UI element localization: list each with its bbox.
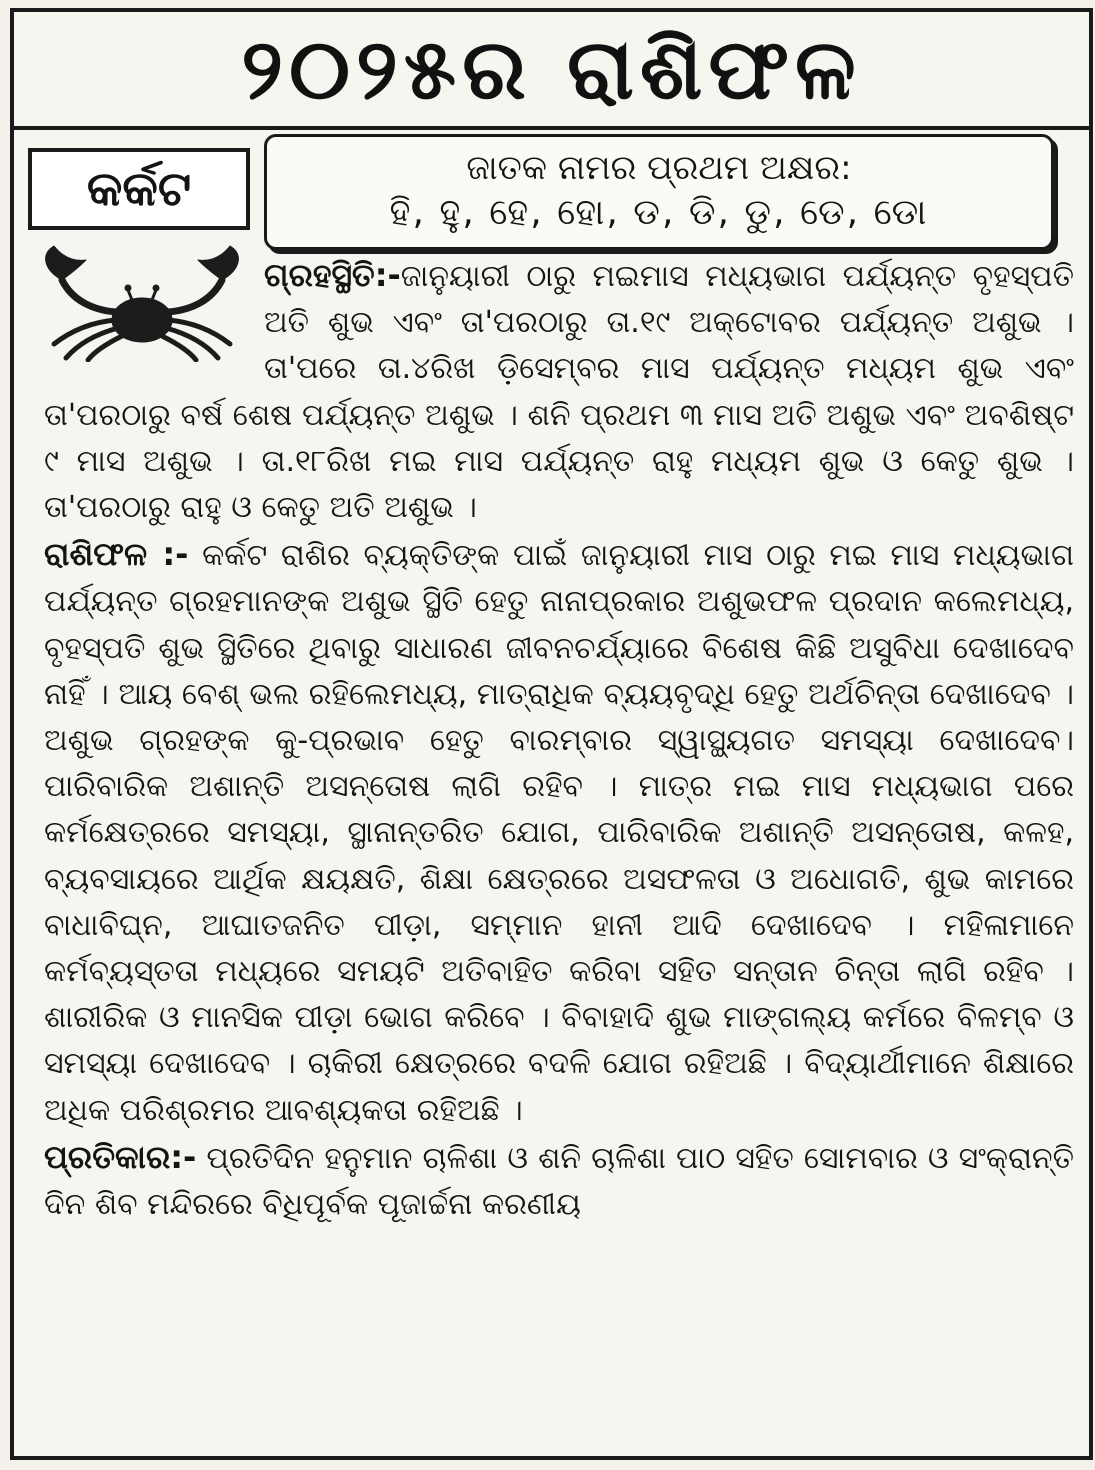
pratikara-label: ପ୍ରତିକାର:- xyxy=(44,1137,197,1176)
horoscope-clipping xyxy=(10,8,1093,1460)
page-title: ୨୦୨୫ର ରାଶିଫଳ xyxy=(241,20,862,118)
graha-sthiti-label: ଗ୍ରହସ୍ଥିତି:- xyxy=(264,256,401,294)
rashiphala-paragraph xyxy=(44,531,1074,1134)
title-band xyxy=(14,12,1089,130)
icon-spacer xyxy=(44,252,264,390)
pratikara-text: ପ୍ରତିଦିନ ହନୁମାନ ଚାଳିଶା ଓ ଶନି ଚାଳିଶା ପାଠ ସହିତ ସୋମବାର ଓ ସଂକ୍ରାନ୍ତି ଦିନ ଶିବ ମନ୍ଦିରରେ ବିଧିପୂର୍ବକ ପୂଜାର୍ଚ୍ଚନା କରଣୀୟ xyxy=(44,1140,1074,1223)
sign-name: କର୍କଟ xyxy=(86,161,192,217)
name-letters-box xyxy=(264,134,1054,250)
pratikara-paragraph xyxy=(44,1134,1074,1228)
sign-name-box xyxy=(28,148,250,230)
rashiphala-label: ରାଶିଫଳ :- xyxy=(44,535,189,574)
name-letters-heading: ଜାତକ ନାମର ପ୍ରଥମ ଅକ୍ଷର: xyxy=(466,148,852,189)
horoscope-body xyxy=(44,252,1074,1462)
graha-sthiti-text: ଜାନୁୟାରୀ ଠାରୁ ମଇମାସ ମଧ୍ୟଭାଗ ପର୍ଯ୍ୟନ୍ତ ବୃହସ୍ପତି ଅତି ଶୁଭ ଏବଂ ତା'ପରଠାରୁ ତା.୧୯ ଅକ୍ଟୋବର ପର୍ଯ୍ୟନ୍ତ ଅଶୁଭ । ତା'ପରେ ତା.୪ରିଖ ଡ଼ିସେମ୍ବର ମାସ ପର୍ଯ୍ୟନ୍ତ ମଧ୍ୟମ ଶୁଭ ଏବଂ ତା'ପରଠାରୁ ବର୍ଷ ଶେଷ ପର୍ଯ୍ୟନ୍ତ ଅଶୁଭ । ଶନି ପ୍ରଥମ ୩ ମାସ ଅତି ଅଶୁଭ ଏବଂ ଅବଶିଷ୍ଟ ୯ ମାସ ଅଶୁଭ । ତା.୧୮ରିଖ ମଇ ମାସ ପର୍ଯ୍ୟନ୍ତ ରାହୁ ମଧ୍ୟମ ଶୁଭ ଓ କେତୁ ଶୁଭ । ତା'ପରଠାରୁ ରାହୁ ଓ କେତୁ ଅତି ଅଶୁଭ । xyxy=(44,259,1074,526)
name-letters-list: ହି, ହୁ, ହେ, ହୋ, ଡ, ଡି, ଡୁ, ଡେ, ଡୋ xyxy=(389,191,929,233)
rashiphala-text: କର୍କଟ ରାଶିର ବ୍ୟକ୍ତିଙ୍କ ପାଇଁ ଜାନୁୟାରୀ ମାସ ଠାରୁ ମଇ ମାସ ମଧ୍ୟଭାଗ ପର୍ଯ୍ୟନ୍ତ ଗ୍ରହମାନଙ୍କ ଅଶୁଭ ସ୍ଥିତି ହେତୁ ନାନାପ୍ରକାର ଅଶୁଭଫଳ ପ୍ରଦାନ କଲେମଧ୍ୟ, ବୃହସ୍ପତି ଶୁଭ ସ୍ଥିତିରେ ଥିବାରୁ ସାଧାରଣ ଜୀବନଚର୍ଯ୍ୟାରେ ବିଶେଷ କିଛି ଅସୁବିଧା ଦେଖାଦେବ ନାହିଁ । ଆୟ ବେଶ୍ ଭଲ ରହିଲେମଧ୍ୟ, ମାତ୍ରାଧିକ ବ୍ୟୟବୃଦ୍ଧି ହେତୁ ଅର୍ଥଚିନ୍ତା ଦେଖାଦେବ । ଅଶୁଭ ଗ୍ରହଙ୍କ କୁ-ପ୍ରଭାବ ହେତୁ ବାରମ୍ବାର ସ୍ୱାସ୍ଥ୍ୟଗତ ସମସ୍ୟା ଦେଖାଦେବ। ପାରିବାରିକ ଅଶାନ୍ତି ଅସନ୍ତୋଷ ଲାଗି ରହିବ । ମାତ୍ର ମଇ ମାସ ମଧ୍ୟଭାଗ ପରେ କର୍ମକ୍ଷେତ୍ରରେ ସମସ୍ୟା, ସ୍ଥାନାନ୍ତରିତ ଯୋଗ, ପାରିବାରିକ ଅଶାନ୍ତି ଅସନ୍ତୋଷ, କଳହ, ବ୍ୟବସାୟରେ ଆର୍ଥିକ କ୍ଷୟକ୍ଷତି, ଶିକ୍ଷା କ୍ଷେତ୍ରରେ ଅସଫଳତା ଓ ଅଧୋଗତି, ଶୁଭ କାମରେ ବାଧାବିଘ୍ନ, ଆଘାତଜନିତ ପୀଡ଼ା, ସମ୍ମାନ ହାନୀ ଆଦି ଦେଖାଦେବ । ମହିଳାମାନେ କର୍ମବ୍ୟସ୍ତତା ମଧ୍ୟରେ ସମୟଟି ଅତିବାହିତ କରିବା ସହିତ ସନ୍ତାନ ଚିନ୍ତା ଲାଗି ରହିବ । ଶାରୀରିକ ଓ ମାନସିକ ପୀଡ଼ା ଭୋଗ କରିବେ । ବିବାହାଦି ଶୁଭ ମାଙ୍ଗଲ୍ୟ କର୍ମରେ ବିଳମ୍ବ ଓ ସମସ୍ୟା ଦେଖାଦେବ । ଚାକିରୀ କ୍ଷେତ୍ରରେ ବଦଳି ଯୋଗ ରହିଅଛି । ବିଦ୍ୟାର୍ଥୀମାନେ ଶିକ୍ଷାରେ ଅଧିକ ପରିଶ୍ରମର ଆବଶ୍ୟକତା ରହିଅଛି । xyxy=(44,538,1074,1128)
